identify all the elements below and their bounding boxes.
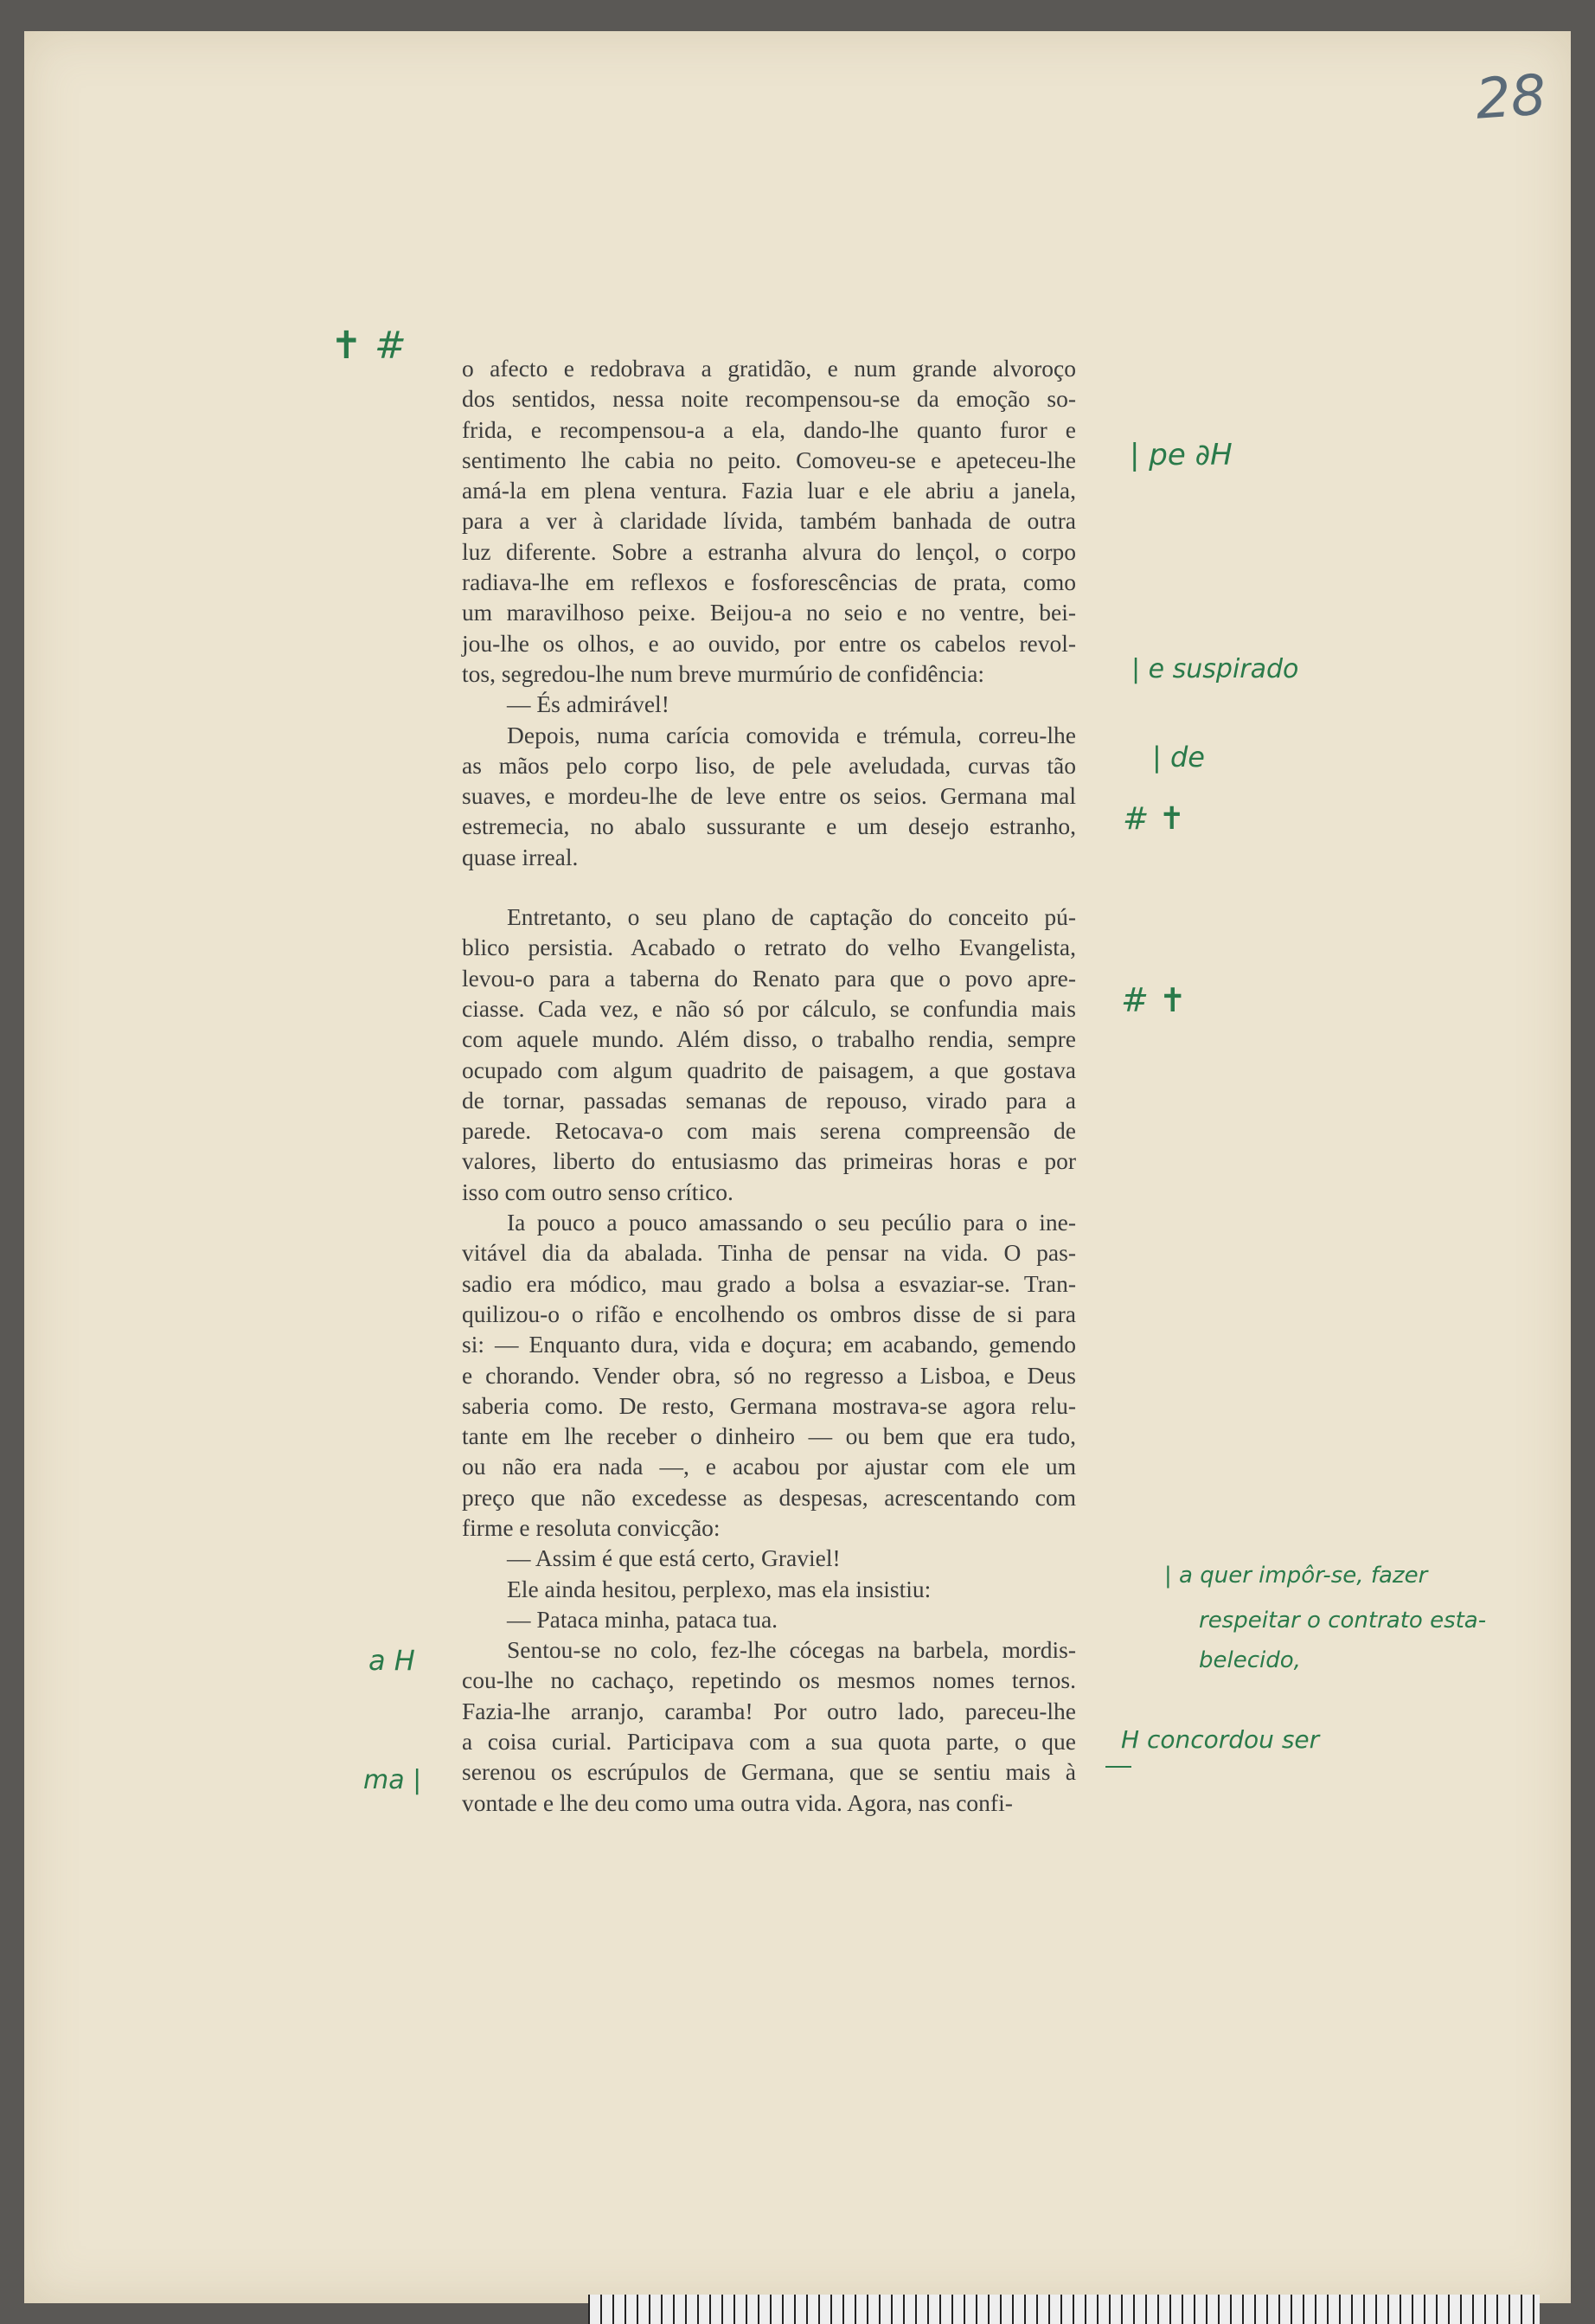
- text-line: quase irreal.: [462, 843, 579, 870]
- text-line: serenou os escrúpulos de Germana, que se sentiu mais à: [462, 1758, 1076, 1786]
- text-line: si: — Enquanto dura, vida e doçura; em acabando, gemendo: [462, 1331, 1076, 1358]
- margin-note-belecido: belecido,: [1199, 1647, 1301, 1673]
- text-line: — És admirável!: [507, 690, 669, 718]
- text-line: Fazia-lhe arranjo, caramba! Por outro lado, pareceu-lhe: [462, 1697, 1076, 1724]
- typeset-text-block: [462, 353, 1076, 1818]
- text-line: Entretanto, o seu plano de captação do conceito pú-: [507, 903, 1076, 931]
- text-line: sadio era módico, mau grado a bolsa a esvaziar-se. Tran-: [462, 1269, 1076, 1297]
- text-line: e chorando. Vender obra, só no regresso a Lisboa, e Deus: [462, 1361, 1076, 1389]
- text-line: tante em lhe receber o dinheiro — ou bem que era tudo,: [462, 1422, 1076, 1450]
- text-line: vontade e lhe deu como uma outra vida. Agora, nas confi-: [462, 1788, 1013, 1816]
- text-line: ciasse. Cada vez, e não só por cálculo, se confundia mais: [462, 994, 1076, 1022]
- text-line: Depois, numa carícia comovida e trémula, correu-lhe: [507, 721, 1076, 748]
- text-line: o afecto e redobrava a gratidão, e num grande alvoroço: [462, 355, 1076, 382]
- text-line: dos sentidos, nessa noite recompensou-se da emoção so-: [462, 385, 1076, 413]
- text-line: vitável dia da abalada. Tinha de pensar na vida. O pas-: [462, 1239, 1076, 1267]
- margin-note-quer-impor: | a quer impôr-se, fazer: [1164, 1563, 1428, 1589]
- text-line: saberia como. De resto, Germana mostrava-se agora relu-: [462, 1391, 1076, 1419]
- text-line: — Pataca minha, pataca tua.: [507, 1605, 778, 1633]
- text-line: Ia pouco a pouco amassando o seu pecúlio para o ine-: [507, 1209, 1076, 1236]
- margin-mark-hash-2: # ✝: [1121, 981, 1187, 1019]
- margin-note-respeitar: respeitar o contrato esta-: [1199, 1608, 1487, 1634]
- text-line: de tornar, passadas semanas de repouso, virado para a: [462, 1086, 1076, 1114]
- margin-note-pe: | pe ∂H: [1130, 438, 1233, 472]
- text-line: suaves, e mordeu-lhe de leve entre os seios. Germana mal: [462, 782, 1076, 810]
- paragraph-gap: [462, 872, 1076, 902]
- text-line: — Assim é que está certo, Graviel!: [507, 1544, 841, 1572]
- page-number: 28: [1473, 63, 1548, 132]
- text-line: frida, e recompensou-a a ela, dando-lhe quanto furor e: [462, 415, 1076, 443]
- margin-note-concordou: H concordou ser: [1121, 1725, 1320, 1754]
- text-line: estremecia, no abalo sussurante e um desejo estranho,: [462, 812, 1076, 840]
- text-line: firme e resoluta convicção:: [462, 1513, 721, 1541]
- text-line: tos, segredou-lhe num breve murmúrio de confidência:: [462, 659, 985, 687]
- text-line: com aquele mundo. Além disso, o trabalho rendia, sempre: [462, 1025, 1076, 1053]
- margin-mark-left-top: ✝ #: [330, 324, 407, 368]
- text-line: preço que não excedesse as despesas, acrescentando com: [462, 1483, 1076, 1511]
- margin-mark-hash-1: # ✝: [1123, 801, 1185, 837]
- text-line: amá-la em plena ventura. Fazia luar e ele abriu a janela,: [462, 477, 1076, 504]
- text-line: a coisa curial. Participava com a sua quota parte, o que: [462, 1728, 1076, 1756]
- text-line: Sentou-se no colo, fez-lhe cócegas na barbela, mordis-: [507, 1636, 1076, 1664]
- link-stroke: [1105, 1766, 1131, 1768]
- scale-ruler: [588, 2295, 1540, 2324]
- text-line: levou-o para a taberna do Renato para que o povo apre-: [462, 964, 1076, 992]
- text-line: parede. Retocava-o com mais serena compreensão de: [462, 1117, 1076, 1145]
- text-line: ou não era nada —, e acabou por ajustar com ele um: [462, 1453, 1076, 1480]
- text-line: sentimento lhe cabia no peito. Comoveu-se e apeteceu-lhe: [462, 446, 1076, 473]
- text-line: ocupado com algum quadrito de paisagem, a que gostava: [462, 1056, 1076, 1083]
- text-line: Ele ainda hesitou, perplexo, mas ela insistiu:: [507, 1575, 932, 1602]
- text-line: blico persistia. Acabado o retrato do velho Evangelista,: [462, 934, 1076, 961]
- margin-note-ah: a H: [368, 1644, 415, 1677]
- text-line: jou-lhe os olhos, e ao ouvido, por entre os cabelos revol-: [462, 629, 1076, 657]
- margin-note-ma: ma |: [363, 1765, 422, 1795]
- text-line: para a ver à claridade lívida, também banhada de outra: [462, 507, 1076, 535]
- margin-note-suspirado: | e suspirado: [1131, 654, 1299, 684]
- text-line: valores, liberto do entusiasmo das primeiras horas e por: [462, 1147, 1076, 1175]
- text-line: um maravilhoso peixe. Beijou-a no seio e no ventre, bei-: [462, 599, 1076, 626]
- text-line: radiava-lhe em reflexos e fosforescências de prata, como: [462, 568, 1076, 596]
- manuscript-page: [24, 31, 1571, 2303]
- text-line: as mãos pelo corpo liso, de pele aveludada, curvas tão: [462, 751, 1076, 779]
- text-line: quilizou-o o rifão e encolhendo os ombros disse de si para: [462, 1300, 1076, 1327]
- margin-note-de: | de: [1152, 741, 1205, 774]
- text-line: cou-lhe no cachaço, repetindo os mesmos nomes ternos.: [462, 1666, 1076, 1694]
- text-line: luz diferente. Sobre a estranha alvura do lençol, o corpo: [462, 537, 1076, 565]
- text-line: isso com outro senso crítico.: [462, 1178, 733, 1205]
